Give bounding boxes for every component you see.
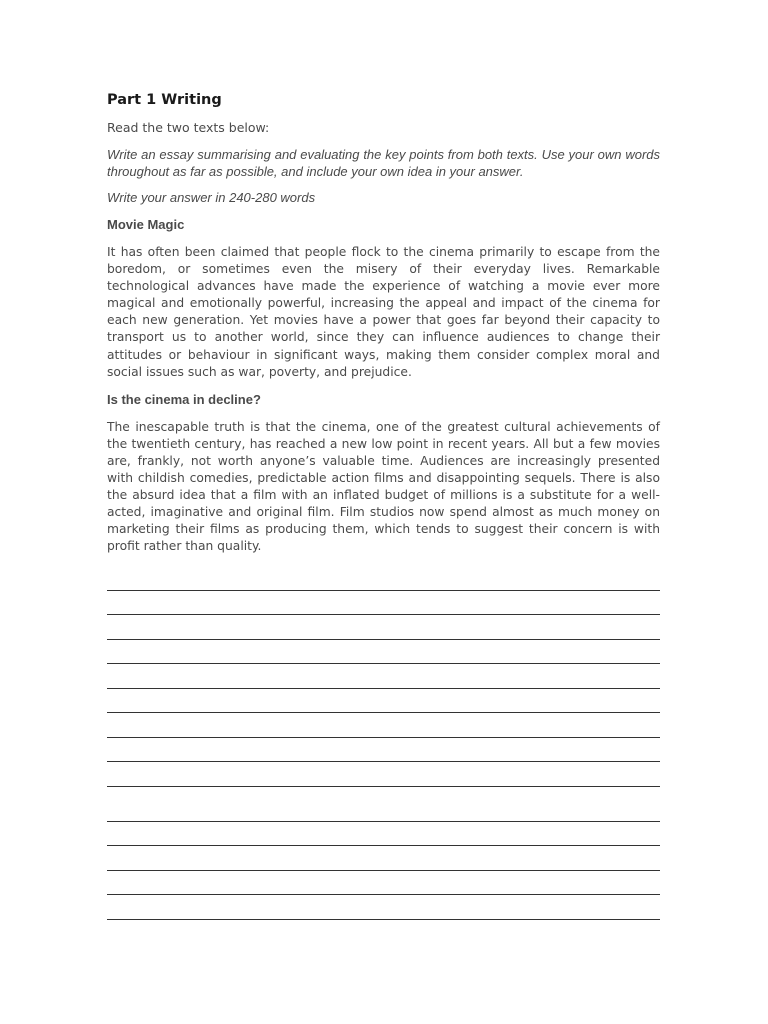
text-2-body: The inescapable truth is that the cinema, one of the greatest cultural achievements of the twentieth century, has reached a new low point in recent years. All but a few movies are, frankly, not worth anyone’s valuable time. Audiences are increasingly presented with childish comedies, predictable action films and disappointing sequels. There is also the absurd idea that a film with an inflated budget of millions is a substitute for a well-acted, imaginative and original film. Film studios now spend almost as much money on marketing their films as producing them, which tends to suggest their concern is with profit rather than quality. — [107, 419, 660, 554]
answer-line — [107, 713, 660, 738]
answer-line — [107, 846, 660, 871]
text-2-heading: Is the cinema in decline? — [107, 391, 261, 407]
answer-line — [107, 787, 660, 822]
page-title: Part 1 Writing — [107, 92, 222, 108]
answer-line — [107, 566, 660, 591]
task-instruction: Write an essay summarising and evaluating the key points from both texts. Use your own words throughout as far as possible, and include your own idea in your answer. — [107, 147, 660, 179]
answer-line — [107, 664, 660, 689]
text-1-heading: Movie Magic — [107, 217, 185, 232]
answer-line — [107, 762, 660, 787]
answer-line — [107, 689, 660, 714]
answer-line — [107, 591, 660, 616]
text-1-body: It has often been claimed that people flock to the cinema primarily to escape from the boredom, or sometimes even the misery of their everyday lives. Remarkable technological advances have made the experience of watching a movie ever more magical and emotionally powerful, increasing the appeal and impact of the cinema for each new generation. Yet movies have a power that goes far beyond their capacity to transport us to another world, since they can influence audiences to change their attitudes or behaviour in significant ways, making them consider complex moral and social issues such as war, poverty, and prejudice. — [107, 245, 660, 379]
answer-lines — [107, 566, 660, 920]
document-page — [107, 90, 660, 556]
answer-line — [107, 822, 660, 847]
answer-line — [107, 615, 660, 640]
answer-line — [107, 895, 660, 920]
answer-line — [107, 738, 660, 763]
answer-line — [107, 640, 660, 665]
answer-line — [107, 871, 660, 896]
word-count-instruction: Write your answer in 240-280 words — [107, 190, 316, 205]
intro-text: Read the two texts below: — [107, 120, 270, 135]
